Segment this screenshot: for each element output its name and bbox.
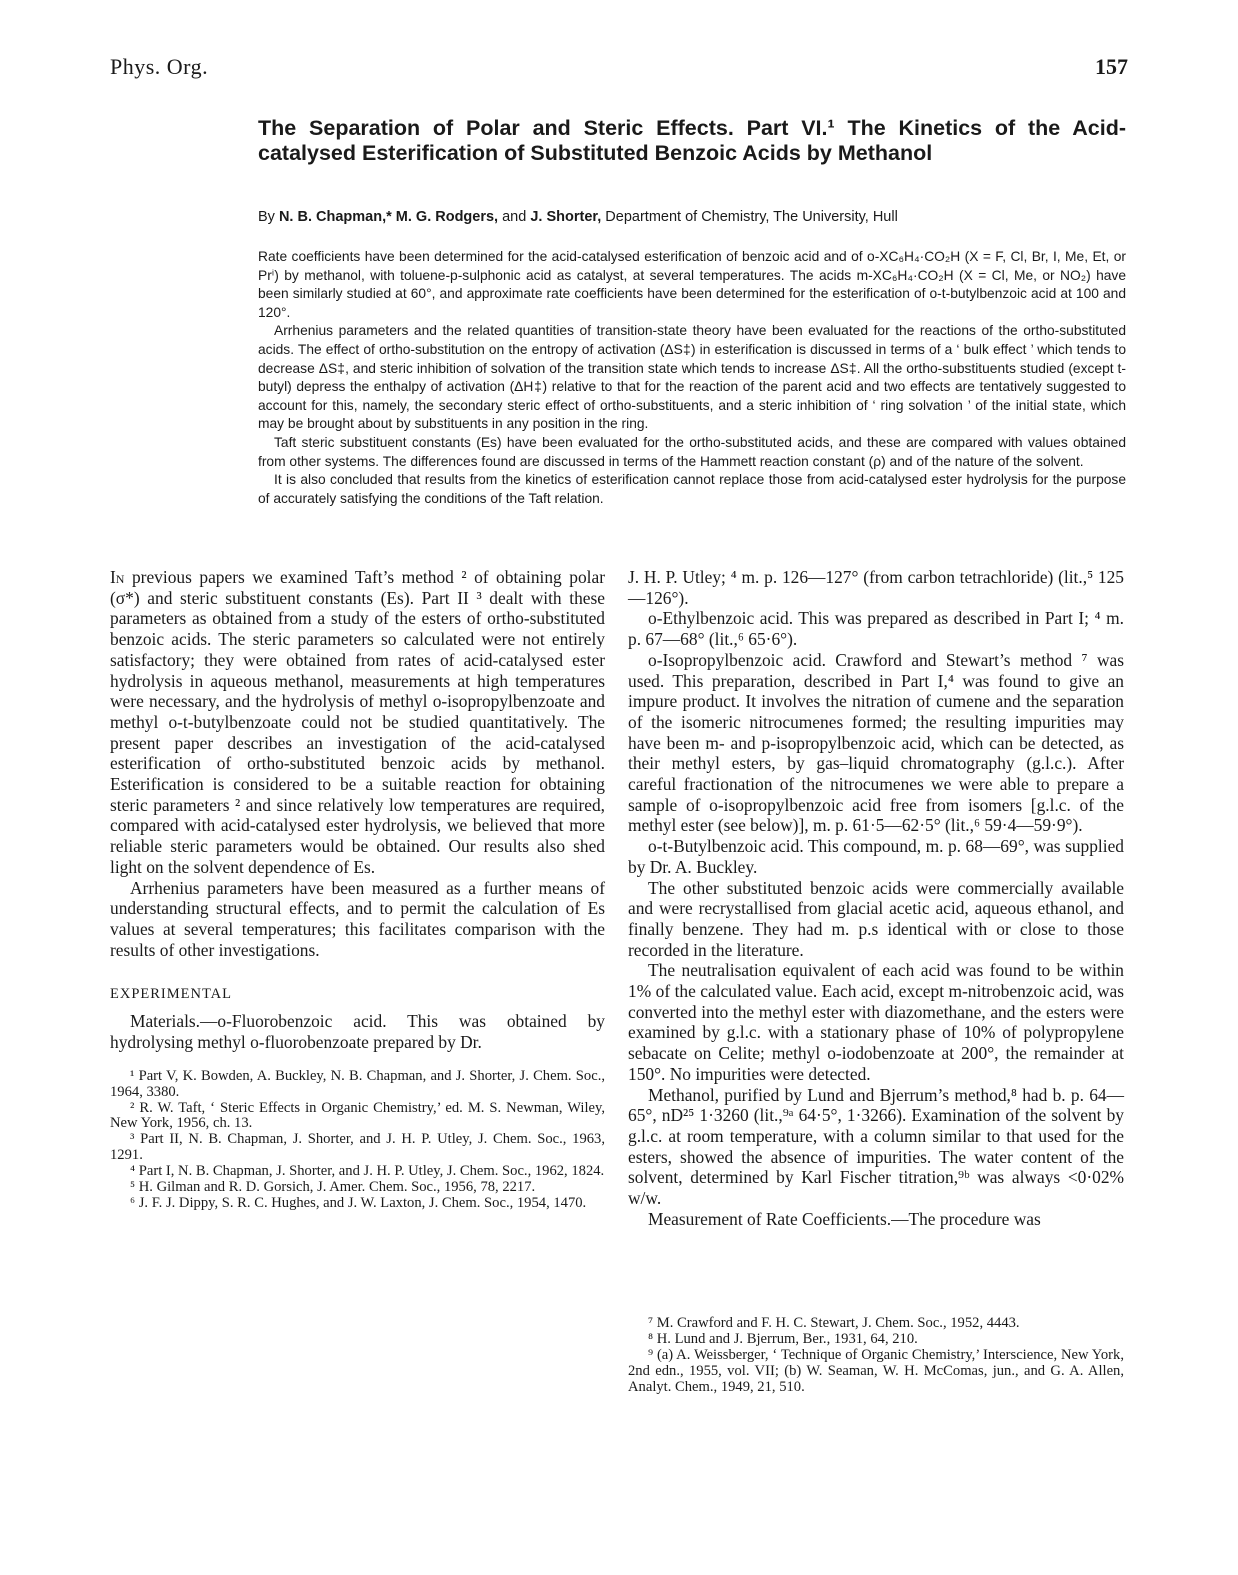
author-line — [258, 209, 1126, 225]
authors-names: N. B. Chapman,* M. G. Rodgers, — [278, 209, 499, 225]
left-body — [110, 567, 605, 960]
body-paragraph: The neutralisation equivalent of each acid was found to be within 1% of the calculated value. Each acid, except m-nitrobenzoic acid, was converted into the methyl ester with diazomethane, and the esters were examined by g.l.c. with a stationary phase of 10% of polypropylene sebacate on Celite; methyl o-iodobenzoate at 200°, the remainder at 150°. No impurities were detected. — [628, 960, 1124, 1084]
running-head: Phys. Org. — [110, 54, 209, 79]
footnote: ⁵ H. Gilman and R. D. Gorsich, J. Amer. Chem. Soc., 1956, 78, 2217. — [130, 1179, 536, 1196]
intro-text: previous papers we examined Taft’s method ² of obtaining polar (σ*) and steric substituent constants (Es). Part II ³ dealt with these parameters as obtained from a study of the esters of ortho-substituted benzoic acids. The steric parameters so calculated were not entirely satisfactory; they were obtained from rates of acid-catalysed ester hydrolysis in aqueous methanol, measurements at high temperatures were necessary, and the hydrolysis of methyl o-isopropylbenzoate and methyl o-t-butylbenzoate could not be studied quantitatively. The present paper describes an investigation of the acid-catalysed esterification of ortho-substituted benzoic acids by methanol. Esterification is considered to be a suitable reaction for obtaining steric parameters ² and since relatively low temperatures are required, compared with acid-catalysed ester hydrolysis, we believed that more reliable steric parameters would be obtained. Our results also shed light on the solvent dependence of Es. — [110, 567, 605, 877]
abstract-paragraph: Taft steric substituent constants (Es) have been evaluated for the ortho-substituted acids, and these are compared with values obtained from other systems. The differences found are discussed in terms of the Hammett reaction constant (ρ) and of the nature of the solvent. — [258, 434, 1126, 469]
footnote: ⁴ Part I, N. B. Chapman, J. Shorter, and J. H. P. Utley, J. Chem. Soc., 1962, 1824. — [130, 1163, 605, 1180]
intro-dropcap: In — [110, 567, 125, 587]
body-paragraph: o-t-Butylbenzoic acid. This compound, m. p. 68—69°, was supplied by Dr. A. Buckley. — [628, 836, 1124, 877]
footnote: ⁸ H. Lund and J. Bjerrum, Ber., 1931, 64, 210. — [648, 1330, 918, 1347]
body-paragraph: o-Isopropylbenzoic acid. Crawford and Stewart’s method ⁷ was used. This preparation, described in Part I,⁴ was found to give an impure product. It involves the nitration of cumene and the separation of the isomeric nitrocumenes formed; the resulting impurities may have been m- and p-isopropylbenzoic acid, which can be detected, as their methyl esters, by gas–liquid chromatography (g.l.c.). After careful fractionation of the nitrocumenes we were able to prepare a sample of o-isopropylbenzoic acid free from isomers [g.l.c. of the methyl ester (see below)], m. p. 61·5—62·5° (lit.,⁶ 59·4—59·9°). — [628, 649, 1124, 836]
body-paragraph: The other substituted benzoic acids were commercially available and were recrystallised from glacial acetic acid, aqueous ethanol, and finally benzene. They had m. p.s identical with or close to those recorded in the literature. — [628, 877, 1124, 960]
body-paragraph: Methanol, purified by Lund and Bjerrum’s method,⁸ had b. p. 64—65°, nD²⁵ 1·3260 (lit.,⁹ᵃ 64·5°, 1·3266). Examination of the solvent by g.l.c. at room temperature, with a column similar to that used for the esters, showed the absence of impurities. The water content of the solvent, determined by Karl Fischer titration,⁹ᵇ was always <0·02% w/w. — [628, 1084, 1124, 1209]
abstract — [258, 248, 1126, 508]
left-column — [110, 567, 605, 1212]
body-paragraph: J. H. P. Utley; ⁴ m. p. 126—127° (from carbon tetrachloride) (lit.,⁵ 125—126°). — [628, 567, 1124, 608]
abstract-paragraph: It is also concluded that results from the kinetics of esterification cannot replace those from acid-catalysed ester hydrolysis for the purpose of accurately satisfying the conditions of the Taft relation. — [258, 472, 1126, 506]
body-paragraph: Arrhenius parameters have been measured as a further means of understanding structural effects, and to permit the calculation of Es values at several temperatures; this facilitates comparison with the results of other investigations. — [110, 877, 605, 960]
footnote: ⁶ J. F. J. Dippy, S. R. C. Hughes, and J. W. Laxton, J. Chem. Soc., 1954, 1470. — [130, 1195, 587, 1212]
footnote: ² R. W. Taft, ‘ Steric Effects in Organic Chemistry,’ ed. M. S. Newman, Wiley, New York, 1956, ch. 13. — [110, 1099, 605, 1132]
right-column — [628, 567, 1124, 1230]
section-heading: EXPERIMENTAL — [110, 986, 232, 1003]
materials-block — [110, 1011, 605, 1052]
footnote: ¹ Part V, K. Bowden, A. Buckley, N. B. Chapman, and J. Shorter, J. Chem. Soc., 1964, 3380. — [110, 1067, 605, 1100]
footnote: ⁷ M. Crawford and F. H. C. Stewart, J. Chem. Soc., 1952, 4443. — [648, 1315, 1020, 1331]
authors-prefix: By — [258, 209, 279, 225]
body-paragraph: Measurement of Rate Coefficients.—The procedure was — [648, 1208, 1041, 1229]
intro-paragraph — [110, 567, 605, 878]
article-title: The Separation of Polar and Steric Effects. Part VI.¹ The Kinetics of the Acid-catalysed Esterification of Substituted Benzoic Acids by Methanol — [258, 116, 1126, 165]
abstract-paragraph: Arrhenius parameters and the related quantities of transition-state theory have been evaluated for the reactions of the ortho-substituted acids. The effect of ortho-substitution on the entropy of activation (ΔS‡) in esterification is discussed in terms of a ‘ bulk effect ’ which tends to decrease ΔS‡, and steric inhibition of solvation of the transition state which tends to increase ΔS‡. All the ortho-substituents studied (except t-butyl) depress the enthalpy of activation (ΔH‡) relative to that for the reaction of the parent acid and two effects are tentatively suggested to account for this, namely, the secondary steric effect of ortho-substituents, and a steric inhibition of ‘ ring solvation ’ of the initial state, which may be brought about by substituents in any position in the ring. — [258, 323, 1126, 432]
authors-last: J. Shorter, — [530, 209, 602, 225]
left-footnotes — [110, 1069, 605, 1212]
right-footnotes — [628, 1316, 1124, 1396]
authors-and: and — [498, 209, 531, 225]
footnote: ³ Part II, N. B. Chapman, J. Shorter, and J. H. P. Utley, J. Chem. Soc., 1963, 1291. — [110, 1131, 605, 1164]
affiliation: Department of Chemistry, The University, Hull — [601, 209, 898, 225]
materials-paragraph: Materials.—o-Fluorobenzoic acid. This was obtained by hydrolysing methyl o-fluorobenzoate prepared by Dr. — [110, 1011, 605, 1053]
abstract-paragraph: Rate coefficients have been determined for the acid-catalysed esterification of benzoic acid and of o-XC₆H₄·CO₂H (X = F, Cl, Br, I, Me, Et, or Prⁱ) by methanol, with toluene-p-sulphonic acid as catalyst, at several temperatures. The acids m-XC₆H₄·CO₂H (X = Cl, Me, or NO₂) have been similarly studied at 60°, and approximate rate coefficients have been determined for the esterification of o-t-butylbenzoic acid at 100 and 120°. — [258, 249, 1126, 320]
body-paragraph: o-Ethylbenzoic acid. This was prepared as described in Part I; ⁴ m. p. 67—68° (lit.,⁶ 65·6°). — [628, 608, 1124, 650]
footnote: ⁹ (a) A. Weissberger, ‘ Technique of Organic Chemistry,’ Interscience, New York, 2nd edn., 1955, vol. VII; (b) W. Seaman, W. H. McComas, jun., and G. A. Allen, Analyt. Chem., 1949, 21, 510. — [628, 1346, 1124, 1395]
page-number: 157 — [1095, 54, 1128, 79]
